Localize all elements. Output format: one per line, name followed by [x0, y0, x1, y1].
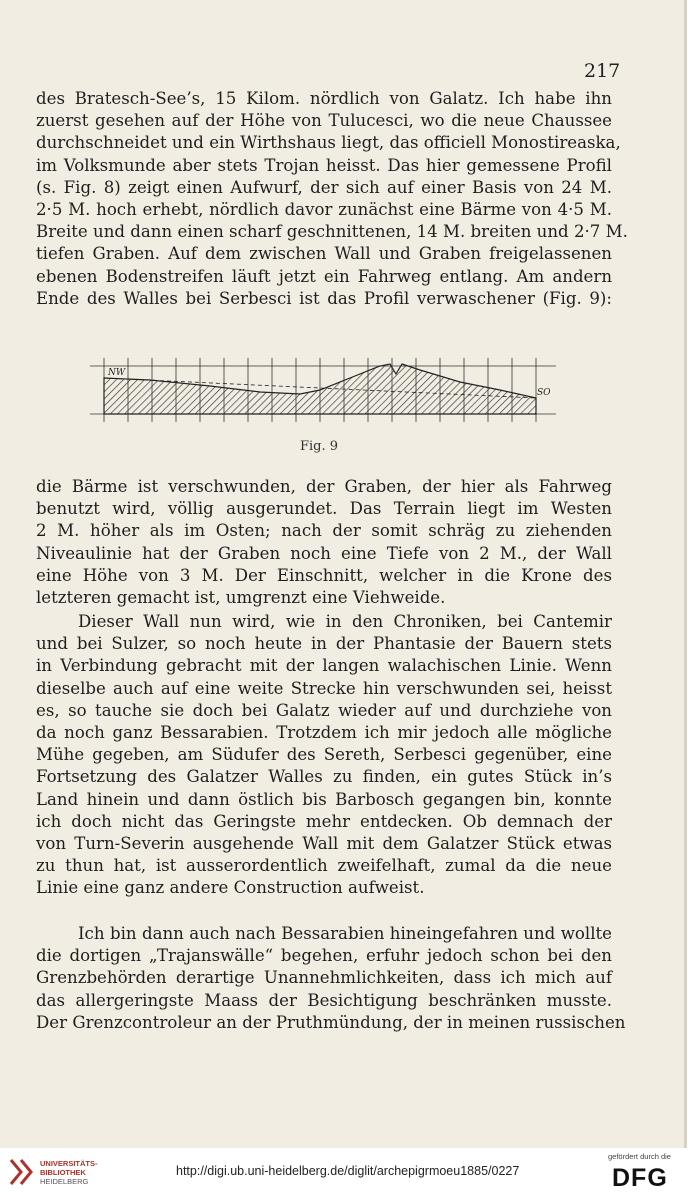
text-line: zu thun hat, ist ausserordentlich zweifelhaft, zumal da die neue	[36, 856, 612, 876]
text-line: Linie eine ganz andere Construction aufweist.	[36, 878, 425, 898]
text-line: 2 M. höher als im Osten; nach der somit schräg zu ziehenden	[36, 521, 612, 541]
text-line: ich doch nicht das Geringste mehr entdecken. Ob demnach der	[36, 811, 612, 831]
label-so: SO	[537, 388, 551, 398]
source-url-link[interactable]: http://digi.ub.uni-heidelberg.de/diglit/archepigrmoeu1885/0227	[176, 1164, 520, 1178]
paragraph-4	[36, 923, 626, 1034]
profile-figure	[90, 356, 556, 428]
text-line: ebenen Bodenstreifen läuft jetzt ein Fahrweg entlang. Am andern	[36, 266, 612, 286]
text-line: Ende des Walles bei Serbesci ist das Profil verwaschener (Fig. 9):	[36, 288, 612, 308]
text-line: es, so tauche sie doch bei Galatz wieder auf und durchziehe von	[36, 700, 612, 720]
text-line: Grenzbehörden derartige Unannehmlichkeiten, dass ich mich auf	[36, 968, 612, 988]
text-line: Niveaulinie hat der Graben noch eine Tiefe von 2 M., der Wall	[36, 543, 612, 563]
library-name-line: UNIVERSITÄTS-	[40, 1159, 98, 1168]
text-line: dieselbe auch auf eine weite Strecke hin verschwunden sei, heisst	[36, 678, 612, 698]
text-line: (s. Fig. 8) zeigt einen Aufwurf, der sich auf einer Basis von 24 M.	[36, 177, 612, 197]
dfg-logo-icon	[610, 1162, 684, 1190]
text-line: Mühe gegeben, am Südufer des Sereth, Serbesci gegenüber, eine	[36, 745, 612, 765]
text-line: Land hinein und dann östlich bis Barbosch gegangen bin, konnte	[36, 789, 612, 809]
library-name-line: HEIDELBERG	[40, 1177, 89, 1186]
text-line: 2·5 M. hoch erhebt, nördlich davor zunächst eine Bärme von 4·5 M.	[36, 200, 612, 220]
text-line: von Turn-Severin ausgehende Wall mit dem Galatzer Stück etwas	[36, 834, 612, 854]
paragraph-1	[36, 88, 628, 310]
svg-text:DFG: DFG	[612, 1164, 668, 1190]
label-nw: NW	[108, 368, 126, 378]
text-line: des Bratesch-See’s, 15 Kilom. nördlich von Galatz. Ich habe ihn	[36, 89, 612, 108]
text-line: Ich bin dann auch nach Bessarabien hineingefahren und wollte	[78, 924, 612, 943]
text-line: Fortsetzung des Galatzer Walles zu finden, ein gutes Stück in’s	[36, 767, 612, 787]
text-line: zuerst gesehen auf der Höhe von Tulucesci, wo die neue Chaussee	[36, 111, 612, 131]
text-line: Breite und dann einen scharf geschnittenen, 14 M. breiten und 2·7 M.	[36, 222, 628, 242]
text-line: letzteren gemacht ist, umgrenzt eine Viehweide.	[36, 588, 446, 608]
text-line: in Verbindung gebracht mit der langen walachischen Linie. Wenn	[36, 656, 612, 676]
library-name	[40, 1159, 98, 1186]
library-name-line: BIBLIOTHEK	[40, 1168, 86, 1177]
text-line: die Bärme ist verschwunden, der Graben, der hier als Fahrweg	[36, 477, 612, 496]
text-line: eine Höhe von 3 M. Der Einschnitt, welcher in die Krone des	[36, 565, 612, 585]
figure-caption: Fig. 9	[300, 439, 339, 454]
text-line: Dieser Wall nun wird, wie in den Chroniken, bei Cantemir	[78, 612, 612, 631]
paragraph-3	[36, 611, 612, 900]
paragraph-2	[36, 476, 612, 609]
text-line: benutzt wird, völlig ausgerundet. Das Terrain liegt im Westen	[36, 499, 612, 519]
text-line: tiefen Graben. Auf dem zwischen Wall und Graben freigelassenen	[36, 244, 612, 264]
university-library-logo-icon	[8, 1156, 34, 1188]
page-number: 217	[584, 60, 621, 82]
text-line: das allergeringste Maass der Besichtigung beschränken musste.	[36, 990, 612, 1010]
text-line: durchschneidet und ein Wirthshaus liegt, das officiell Monostireaska,	[36, 133, 621, 153]
text-line: Der Grenzcontroleur an der Pruthmündung, der in meinen russischen	[36, 1012, 626, 1032]
text-line: im Volksmunde aber stets Trojan heisst. Das hier gemessene Profil	[36, 155, 612, 175]
funded-by-label: gefördert durch die	[608, 1152, 671, 1161]
text-line: da noch ganz Bessarabien. Trotzdem ich mir jedoch alle mögliche	[36, 723, 612, 743]
text-line: die dortigen „Trajanswälle“ begehen, erfuhr jedoch schon bei den	[36, 946, 612, 966]
text-line: und bei Sulzer, so noch heute in der Phantasie der Bauern stets	[36, 634, 612, 654]
footer-bar	[0, 1148, 691, 1197]
